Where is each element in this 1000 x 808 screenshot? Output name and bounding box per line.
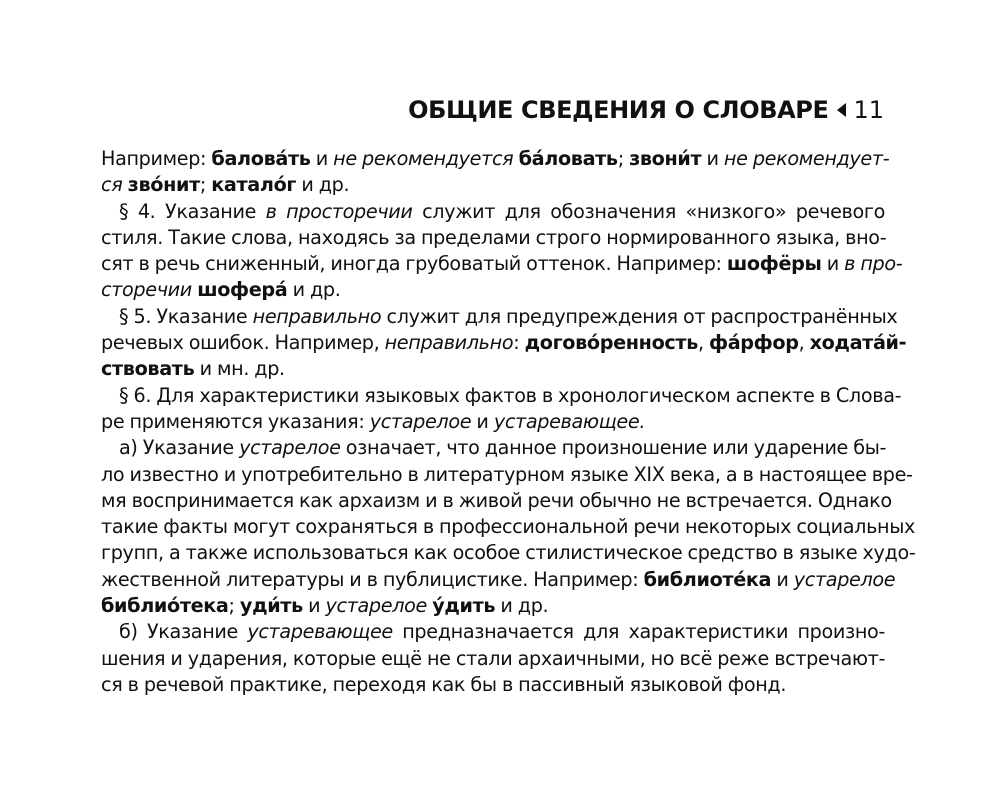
body-text: [101, 146, 916, 698]
headword: зво́нит: [127, 173, 200, 197]
usage-label: в про-: [844, 252, 903, 276]
text-line: [101, 356, 885, 382]
usage-label: неправильно: [252, 304, 382, 328]
headword: уди́ть: [239, 594, 303, 618]
usage-label: устарелое: [239, 436, 341, 460]
headword: библиоте́ка: [643, 567, 772, 591]
text-run: :: [513, 331, 525, 355]
headword: шофёры: [726, 252, 822, 276]
text-line: [101, 304, 898, 330]
usage-label: в просторечии: [265, 199, 413, 223]
text-run: ,: [698, 331, 709, 355]
running-title: ОБЩИЕ СВЕДЕНИЯ О СЛОВАРЕ: [408, 96, 829, 124]
headword: балова́ть: [211, 147, 311, 170]
headword: ствовать: [101, 357, 195, 381]
text-run: и др.: [287, 278, 341, 302]
text-line: [101, 435, 885, 461]
usage-label: устаревающее.: [493, 409, 646, 433]
text-run: групп, а также использоваться как особое стилистическое средство в языке худо-: [101, 541, 916, 565]
text-run: мя воспринимается как архаизм и в живой речи обычно не встречается. Однако: [101, 488, 892, 512]
text-run: и: [471, 409, 494, 433]
text-run: и др.: [495, 594, 549, 618]
text-run: § 5. Указание: [119, 304, 253, 328]
triangle-left-icon: [837, 103, 846, 117]
text-line: [101, 462, 913, 488]
text-run: ;: [228, 594, 240, 618]
text-run: и: [302, 594, 326, 618]
text-line: [101, 646, 885, 672]
text-run: § 4. Указание: [119, 199, 266, 223]
usage-label: ся: [101, 173, 123, 197]
text-run: ;: [617, 147, 630, 170]
text-line: [101, 383, 902, 409]
running-header: [408, 96, 884, 124]
headword: катало́г: [211, 173, 297, 197]
text-line: [101, 593, 885, 619]
usage-label: не рекомендует-: [723, 147, 890, 170]
text-run: и: [310, 147, 334, 170]
page-number: 11: [853, 96, 884, 124]
headword: библио́тека: [101, 594, 229, 618]
text-run: и др.: [296, 173, 350, 197]
text-run: и: [821, 252, 845, 276]
text-run: и: [771, 567, 794, 591]
text-line: [101, 251, 903, 277]
text-line: [101, 146, 890, 172]
headword: догово́ренность: [524, 331, 698, 355]
text-run: и: [701, 147, 724, 170]
usage-label: устарелое: [369, 409, 472, 433]
text-line: [101, 330, 907, 356]
text-run: сят в речь сниженный, иногда грубоватый оттенок. Например:: [101, 252, 727, 276]
text-run: речевых ошибок. Например,: [101, 331, 385, 355]
text-run: служит для обозначения «низкого» речевого: [412, 199, 885, 223]
usage-label: сторечии: [101, 278, 192, 302]
text-line: [101, 540, 916, 566]
text-line: [101, 488, 892, 514]
headword: ба́ловать: [518, 147, 618, 170]
text-line: [101, 409, 885, 435]
text-run: ,: [798, 331, 810, 355]
text-run: стиля. Такие слова, находясь за пределами строго нормированного языка, вно-: [101, 225, 887, 249]
text-line: [101, 199, 885, 225]
usage-label: устарелое: [325, 594, 427, 618]
text-line: [101, 277, 885, 303]
text-run: и мн. др.: [194, 357, 285, 381]
text-run: § 6. Для характеристики языковых фактов в хронологическом аспекте в Слова-: [119, 383, 902, 407]
text-run: ;: [199, 173, 212, 197]
text-run: жественной литературы и в публицистике. Например:: [101, 567, 644, 591]
text-line: [101, 619, 885, 645]
text-line: [101, 514, 916, 540]
usage-label: неправильно: [384, 331, 514, 355]
text-line: [101, 225, 885, 251]
text-run: предназначается для характеристики произно-: [392, 620, 885, 644]
headword: у́дить: [432, 594, 496, 618]
text-run: такие факты могут сохраняться в профессиональной речи некоторых социальных: [101, 515, 916, 539]
usage-label: не рекомендуется: [333, 147, 514, 170]
headword: шофера́: [197, 278, 288, 302]
text-run: означает, что данное произношение или ударение бы-: [340, 436, 887, 460]
text-run: служит для предупреждения от распространённых: [381, 304, 898, 328]
headword: ходата́й-: [809, 331, 907, 355]
usage-label: устаревающее: [247, 620, 393, 644]
usage-label: устарелое: [793, 567, 896, 591]
text-run: а) Указание: [119, 436, 240, 460]
headword: фа́рфор: [709, 331, 799, 355]
text-run: ся в речевой практике, переходя как бы в пассивный языковой фонд.: [101, 672, 787, 696]
text-run: ре применяются указания:: [101, 409, 370, 433]
text-run: Например:: [101, 147, 212, 170]
text-line: [101, 172, 885, 198]
text-line: [101, 672, 885, 698]
text-run: шения и ударения, которые ещё не стали архаичными, но всё реже встречают-: [101, 646, 886, 670]
headword: звони́т: [629, 147, 702, 170]
text-run: ло известно и употребительно в литературном языке XIX века, а в настоящее вре-: [101, 462, 913, 486]
text-run: б) Указание: [119, 620, 248, 644]
text-line: [101, 567, 896, 593]
